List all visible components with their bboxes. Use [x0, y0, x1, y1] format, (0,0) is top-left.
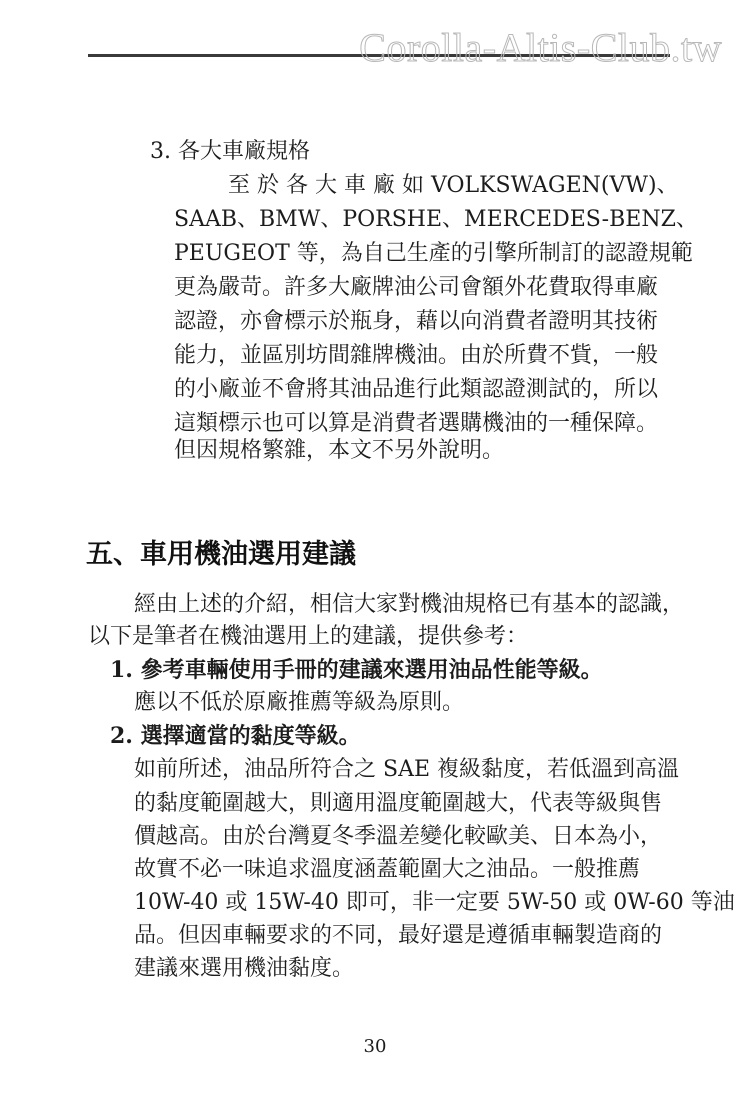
list-item-body: 的黏度範圍越大，則適用溫度範圍越大，代表等級與售 — [134, 791, 663, 816]
watermark-logo: Corolla-Altis-Club.tw — [359, 25, 722, 70]
list-item-body: 故實不必一味追求溫度涵蓋範圍大之油品。一般推薦 — [134, 857, 641, 882]
paragraph-line: 更為嚴苛。許多大廠牌油公司會額外花費取得車廠 — [174, 275, 659, 300]
paragraph-line: 但因規格繁雜，本文不另外說明。 — [174, 438, 505, 463]
page-number: 30 — [363, 1036, 387, 1057]
paragraph-line: 至 於 各 大 車 廠 如 VOLKSWAGEN(VW)、 — [228, 173, 679, 198]
paragraph-line: PEUGEOT 等，為自己生產的引擎所制訂的認證規範 — [174, 241, 693, 266]
section-heading: 五、車用機油選用建議 — [86, 539, 356, 570]
list-item-body: 建議來選用機油黏度。 — [134, 956, 355, 981]
list-item-body: 如前所述，油品所符合之 SAE 複級黏度，若低溫到高溫 — [134, 757, 680, 782]
paragraph-line: 認證，亦會標示於瓶身，藉以向消費者證明其技術 — [174, 309, 659, 334]
list-item-title: 1. 參考車輛使用手冊的建議來選用油品性能等級。 — [110, 657, 603, 683]
list-item-title: 2. 選擇適當的黏度等級。 — [110, 723, 361, 749]
paragraph-line: 的小廠並不會將其油品進行此類認證測試的，所以 — [174, 377, 659, 402]
intro-line: 經由上述的介紹，相信大家對機油規格已有基本的認識， — [134, 592, 685, 617]
subsection-title: 3. 各大車廠規格 — [150, 139, 310, 164]
list-item-body: 價越高。由於台灣夏冬季溫差變化較歐美、日本為小， — [134, 824, 663, 849]
paragraph-line: SAAB、BMW、PORSHE、MERCEDES-BENZ、 — [174, 207, 698, 232]
paragraph-line: 能力，並區別坊間雜牌機油。由於所費不貲，一般 — [174, 343, 659, 368]
list-item-body: 應以不低於原廠推薦等級為原則。 — [134, 690, 465, 715]
intro-line: 以下是筆者在機油選用上的建議，提供參考： — [88, 624, 529, 649]
paragraph-line: 這類標示也可以算是消費者選購機油的一種保障。 — [174, 411, 659, 436]
list-item-body: 品。但因車輛要求的不同，最好還是遵循車輛製造商的 — [134, 923, 663, 948]
list-item-body: 10W-40 或 15W-40 即可，非一定要 5W-50 或 0W-60 等油 — [134, 890, 735, 915]
